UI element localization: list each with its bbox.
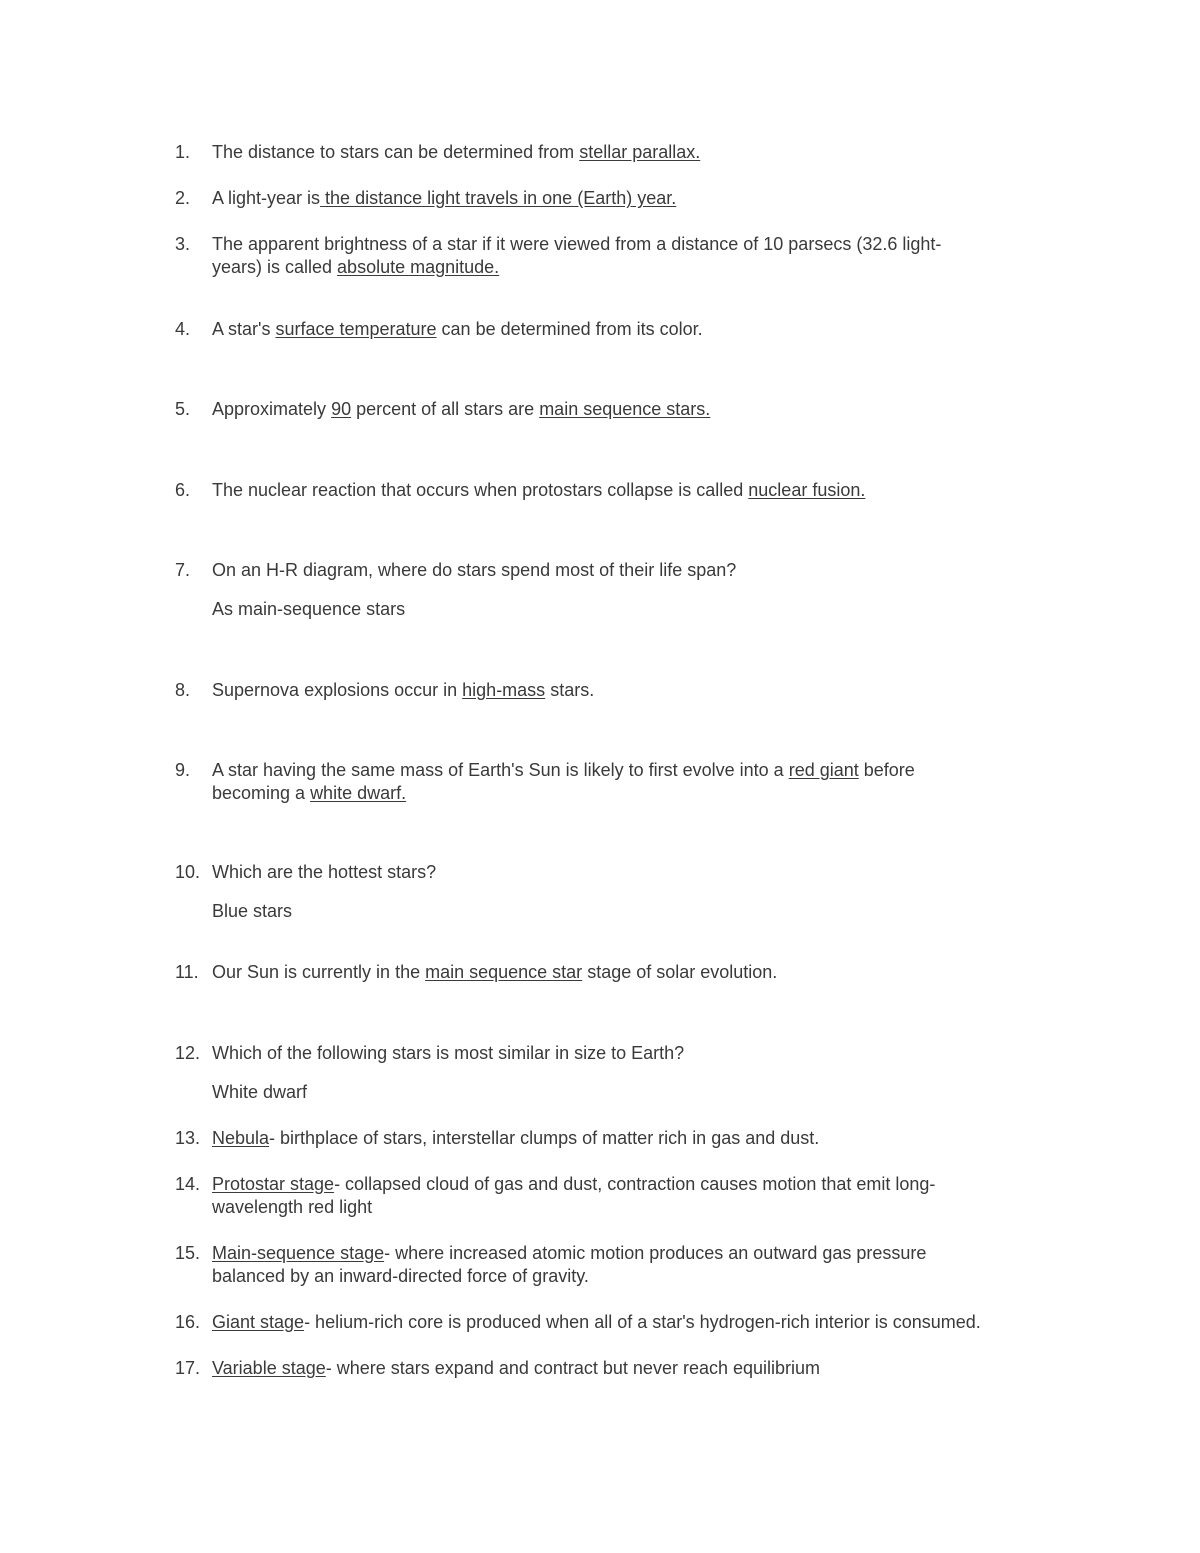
- statement-text: Approximately: [212, 399, 332, 419]
- item-text: [212, 1042, 1072, 1104]
- item-number: 16.: [175, 1312, 201, 1332]
- answer-blank-text: 90: [331, 399, 352, 419]
- statement-text: A light-year is: [212, 188, 321, 208]
- item-text: [212, 759, 1072, 805]
- item-text: [212, 1127, 1072, 1150]
- statement-text: stars.: [545, 680, 595, 700]
- answer-blank-text: white dwarf.: [310, 783, 407, 803]
- item-number: 17.: [175, 1358, 201, 1378]
- answer-blank-text: main sequence star: [425, 962, 583, 982]
- item-number: 10.: [175, 862, 201, 882]
- item-text: [212, 1311, 1072, 1334]
- answer-text: White dwarf: [212, 1082, 308, 1102]
- statement-text: Which are the hottest stars?: [212, 862, 437, 882]
- item-text: [212, 479, 1072, 502]
- statement-text: wavelength red light: [212, 1197, 373, 1217]
- text-line: [212, 861, 1072, 884]
- statement-text: - birthplace of stars, interstellar clumps of matter rich in gas and dust.: [269, 1128, 820, 1148]
- text-line: [212, 479, 1072, 502]
- item-text: [212, 1173, 1072, 1219]
- statement-text: Which of the following stars is most similar in size to Earth?: [212, 1043, 685, 1063]
- item-number: 4.: [175, 319, 191, 339]
- item-number: 15.: [175, 1243, 201, 1263]
- text-line: [212, 782, 1072, 805]
- item-number: 14.: [175, 1174, 201, 1194]
- statement-text: before: [858, 760, 915, 780]
- text-line: [212, 1173, 1072, 1196]
- statement-text: years) is called: [212, 257, 338, 277]
- text-line: [212, 141, 1072, 164]
- text-line: [212, 1265, 1072, 1288]
- text-line: [212, 318, 1072, 341]
- answer-text: As main-sequence stars: [212, 599, 406, 619]
- item-text: [212, 141, 1072, 164]
- text-line: [212, 1127, 1072, 1150]
- text-line: [212, 961, 1072, 984]
- item-text: [212, 1242, 1072, 1288]
- text-line: [212, 1242, 1072, 1265]
- statement-text: - helium-rich core is produced when all of a star's hydrogen-rich interior is consumed.: [304, 1312, 981, 1332]
- item-number: 2.: [175, 188, 191, 208]
- statement-text: Our Sun is currently in the: [212, 962, 426, 982]
- text-line: [212, 679, 1072, 702]
- statement-text: stage of solar evolution.: [582, 962, 778, 982]
- item-text: [212, 318, 1072, 341]
- item-number: 6.: [175, 480, 191, 500]
- answer-text: Blue stars: [212, 901, 293, 921]
- statement-text: Supernova explosions occur in: [212, 680, 463, 700]
- item-number: 13.: [175, 1128, 201, 1148]
- answer-blank-text: Variable stage: [212, 1358, 326, 1378]
- item-number: 12.: [175, 1043, 201, 1063]
- statement-text: - collapsed cloud of gas and dust, contraction causes motion that emit long-: [334, 1174, 936, 1194]
- item-text: [212, 233, 1072, 279]
- answer-blank-text: nuclear fusion.: [748, 480, 866, 500]
- text-line: [212, 1357, 1072, 1380]
- answer-blank-text: surface temperature: [275, 319, 437, 339]
- answer-blank-text: high-mass: [462, 680, 546, 700]
- answer-blank-text: Nebula: [212, 1128, 270, 1148]
- answer-blank-text: Giant stage: [212, 1312, 305, 1332]
- answer-blank-text: red giant: [788, 760, 859, 780]
- text-line: [212, 559, 1072, 582]
- statement-text: balanced by an inward-directed force of gravity.: [212, 1266, 589, 1286]
- text-line: [212, 256, 1072, 279]
- statement-text: A star having the same mass of Earth's Sun is likely to first evolve into a: [212, 760, 789, 780]
- text-line: [212, 233, 1072, 256]
- item-text: [212, 1357, 1072, 1380]
- text-line: [212, 398, 1072, 421]
- statement-text: The apparent brightness of a star if it were viewed from a distance of 10 parsecs (32.6 light-: [212, 234, 942, 254]
- answer-blank-text: absolute magnitude.: [337, 257, 500, 277]
- statement-text: On an H-R diagram, where do stars spend most of their life span?: [212, 560, 737, 580]
- item-text: [212, 679, 1072, 702]
- text-line: [212, 1042, 1072, 1065]
- text-line: [212, 1196, 1072, 1219]
- item-text: [212, 398, 1072, 421]
- answer-blank-text: the distance light travels in one (Earth) year.: [320, 188, 677, 208]
- statement-text: A star's: [212, 319, 276, 339]
- statement-text: can be determined from its color.: [436, 319, 703, 339]
- statement-text: - where increased atomic motion produces an outward gas pressure: [384, 1243, 927, 1263]
- item-text: [212, 961, 1072, 984]
- text-line: [212, 1311, 1072, 1334]
- item-number: 1.: [175, 142, 191, 162]
- statement-text: The nuclear reaction that occurs when protostars collapse is called: [212, 480, 749, 500]
- item-text: [212, 187, 1072, 210]
- item-number: 3.: [175, 234, 191, 254]
- item-number: 8.: [175, 680, 191, 700]
- answer-blank-text: main sequence stars.: [539, 399, 711, 419]
- statement-text: becoming a: [212, 783, 311, 803]
- text-line: [212, 187, 1072, 210]
- item-number: 11.: [175, 962, 199, 982]
- item-number: 9.: [175, 760, 191, 780]
- statement-text: percent of all stars are: [351, 399, 540, 419]
- text-line: [212, 759, 1072, 782]
- item-number: 5.: [175, 399, 191, 419]
- item-text: [212, 559, 1072, 621]
- item-number: 7.: [175, 560, 191, 580]
- answer-blank-text: stellar parallax.: [579, 142, 701, 162]
- statement-text: - where stars expand and contract but never reach equilibrium: [325, 1358, 821, 1378]
- item-text: [212, 861, 1072, 923]
- answer-blank-text: Main-sequence stage: [212, 1243, 385, 1263]
- answer-blank-text: Protostar stage: [212, 1174, 335, 1194]
- statement-text: The distance to stars can be determined from: [212, 142, 580, 162]
